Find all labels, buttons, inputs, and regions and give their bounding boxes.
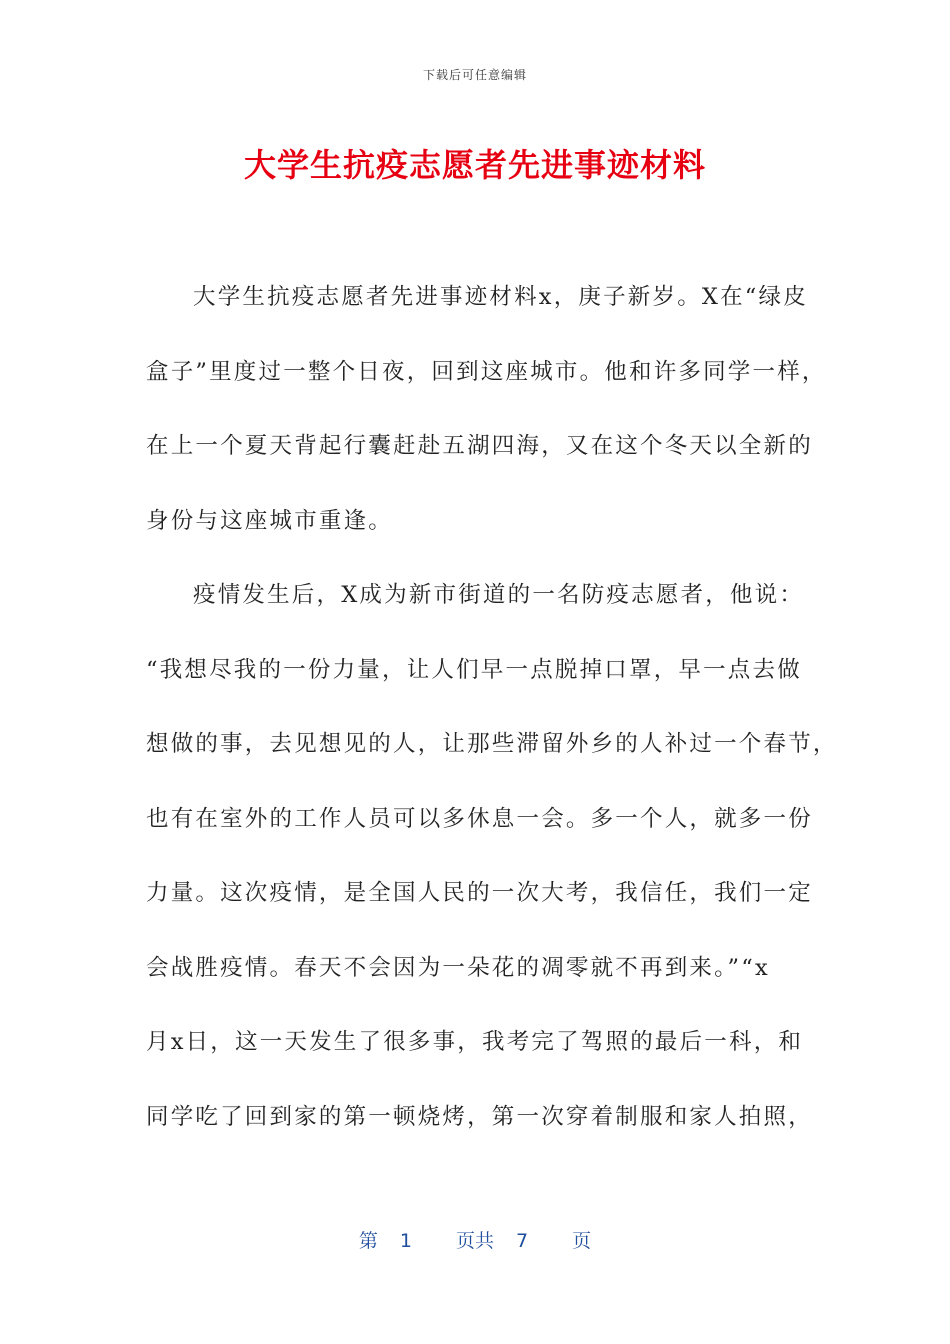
footer-di: 第 [358, 1230, 378, 1252]
body-line-5: 疫情发生后，X成为新市街道的一名防疫志愿者，他说： [193, 582, 805, 608]
body-line-12: 同学吃了回到家的第一顿烧烤，第一次穿着制服和家人拍照， [146, 1103, 813, 1130]
body-line-4: 身份与这座城市重逢。 [146, 507, 394, 534]
body-line-7: 想做的事，去见想见的人，让那些滞留外乡的人补过一个春节， [146, 731, 838, 757]
footer-ye-gong: 页共 [455, 1230, 494, 1252]
document-title: 大学生抗疫志愿者先进事迹材料 [243, 146, 706, 184]
header-note: 下载后可任意编辑 [422, 68, 527, 82]
body-line-3: 在上一个夏天背起行囊赶赴五湖四海，又在这个冬天以全新的 [146, 433, 813, 459]
body-line-1: 大学生抗疫志愿者先进事迹材料x，庚子新岁。X在“绿皮 [193, 284, 808, 310]
document-body [146, 272, 838, 1166]
footer-page-number: 1 [399, 1230, 412, 1252]
body-line-11: 月x日，这一天发生了很多事，我考完了驾照的最后一科，和 [146, 1029, 804, 1055]
body-line-6: “我想尽我的一份力量，让人们早一点脱掉口罩，早一点去做 [146, 656, 802, 683]
body-line-2: 盒子”里度过一整个日夜，回到这座城市。他和许多同学一样， [146, 358, 827, 385]
body-line-8: 也有在室外的工作人员可以多休息一会。多一个人，就多一份 [146, 805, 813, 832]
footer-total-pages: 7 [516, 1230, 529, 1252]
body-line-10: 会战胜疫情。春天不会因为一朵花的凋零就不再到来。”“x [146, 954, 770, 981]
body-line-9: 力量。这次疫情，是全国人民的一次大考，我信任，我们一定 [146, 880, 813, 906]
footer-ye: 页 [572, 1230, 592, 1252]
page-footer [0, 1226, 950, 1253]
